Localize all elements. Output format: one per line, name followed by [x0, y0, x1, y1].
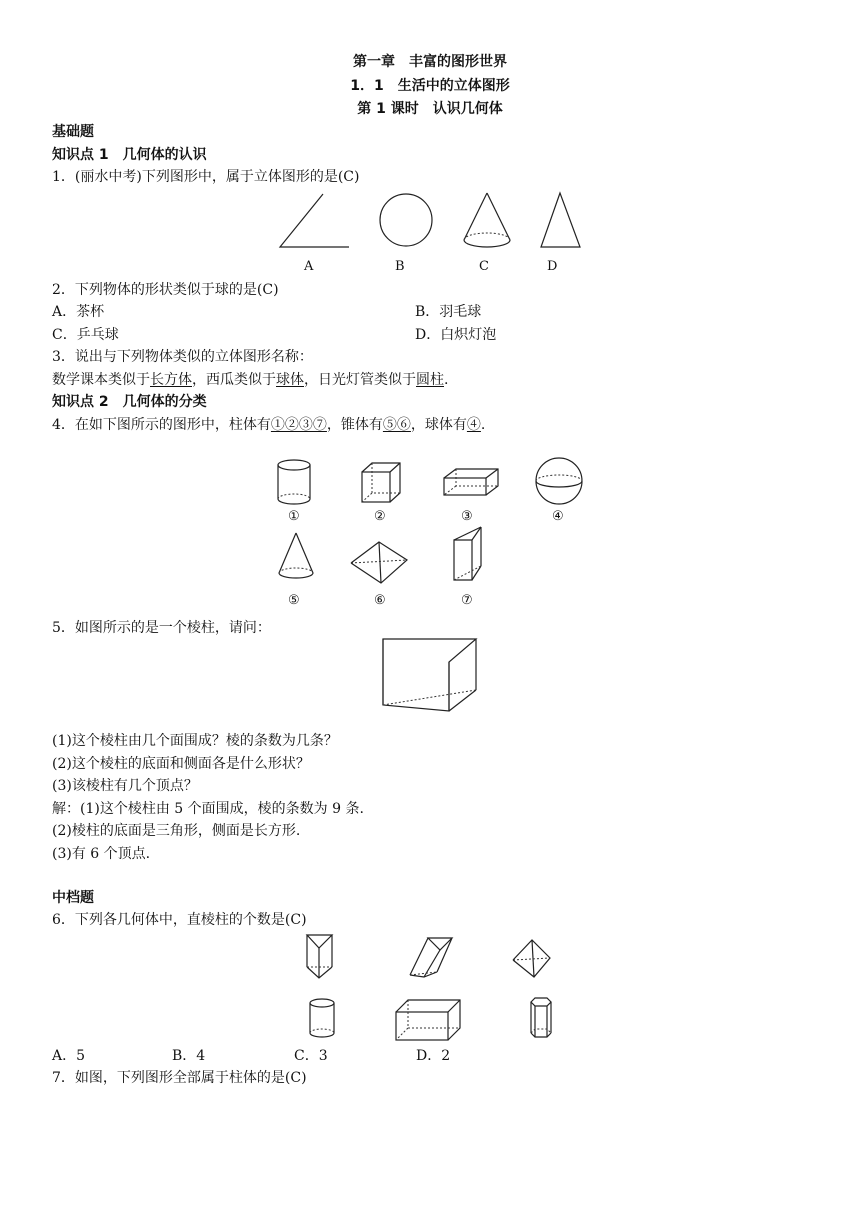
q5-sub-2: (2)这个棱柱的底面和侧面各是什么形状？ — [52, 756, 310, 772]
q4-label-6: ⑥ — [374, 593, 386, 608]
q1-label-b: B — [395, 259, 405, 274]
q5-answer-2: (2)棱柱的底面是三角形，侧面是长方形. — [52, 823, 301, 839]
q2-option-b: B．羽毛球 — [415, 304, 482, 320]
q1-label-a: A — [304, 259, 314, 274]
q4-label-5: ⑤ — [288, 593, 300, 608]
question-7-stem: 7．如图，下列图形全部属于柱体的是(C) — [52, 1070, 307, 1086]
q6-option-a: A．5 — [52, 1048, 86, 1064]
lesson-title: 第 1 课时 认识几何体 — [357, 101, 503, 117]
question-2-stem: 2．下列物体的形状类似于球的是(C) — [52, 282, 279, 298]
q3-text-1: 数学课本类似于 — [52, 372, 150, 388]
q3-answer-1: 长方体 — [150, 372, 192, 388]
q5-answer-3: (3)有 6 个顶点. — [52, 846, 151, 862]
question-3-stem: 3．说出与下列物体类似的立体图形名称： — [52, 349, 313, 365]
triangular-prism-figure — [307, 935, 332, 978]
hexagonal-prism-figure — [531, 998, 551, 1037]
q4-text-2: ，锥体有 — [326, 417, 383, 433]
pyramid-figure — [513, 940, 550, 977]
q3-text-3: ，日光灯管类似于 — [304, 372, 416, 388]
q3-text-2: ，西瓜类似于 — [192, 372, 276, 388]
q4-text-4: . — [480, 417, 486, 433]
q4-label-7: ⑦ — [461, 593, 473, 608]
q4-answer-3: ④ — [466, 417, 481, 433]
section-title: 1．1 生活中的立体图形 — [350, 78, 510, 94]
q4-answer-2: ⑤⑥ — [382, 417, 411, 433]
q6-option-b: B．4 — [172, 1048, 206, 1064]
q2-option-c: C．乒乓球 — [52, 327, 119, 343]
q1-label-c: C — [479, 259, 489, 274]
question-6-stem: 6．下列各几何体中，直棱柱的个数是(C) — [52, 912, 307, 928]
q5-sub-1: (1)这个棱柱由几个面围成？棱的条数为几条？ — [52, 733, 338, 749]
q4-answer-1: ①②③⑦ — [270, 417, 327, 433]
q4-text-1: 4．在如下图所示的图形中，柱体有 — [52, 417, 271, 433]
q4-label-2: ② — [374, 509, 386, 524]
knowledge-point-2: 知识点 2 几何体的分类 — [52, 394, 207, 410]
q3-answer-3: 圆柱 — [416, 372, 444, 388]
knowledge-point-1: 知识点 1 几何体的认识 — [52, 147, 207, 163]
q6-option-d: D．2 — [416, 1048, 451, 1064]
q5-sub-3: (3)该棱柱有几个顶点？ — [52, 778, 198, 794]
q1-label-d: D — [547, 259, 558, 274]
question-1-stem: 1．(丽水中考)下列图形中，属于立体图形的是(C) — [52, 169, 360, 185]
cylinder-figure — [310, 999, 334, 1037]
q2-option-d: D．白炽灯泡 — [415, 327, 497, 343]
q2-option-a: A．茶杯 — [52, 304, 105, 320]
cuboid-figure — [396, 1000, 460, 1040]
q4-label-1: ① — [288, 509, 300, 524]
basic-heading: 基础题 — [52, 124, 94, 140]
middle-heading: 中档题 — [52, 890, 94, 906]
q4-label-3: ③ — [461, 509, 473, 524]
q6-option-c: C．3 — [294, 1048, 328, 1064]
q3-answer-2: 球体 — [276, 372, 304, 388]
question-5-stem: 5．如图所示的是一个棱柱，请问： — [52, 620, 271, 636]
q4-label-4: ④ — [552, 509, 564, 524]
q4-text-3: ，球体有 — [410, 417, 467, 433]
q3-text-4: . — [444, 372, 449, 388]
q5-answer-1: 解：(1)这个棱柱由 5 个面围成，棱的条数为 9 条. — [52, 801, 364, 817]
oblique-prism-figure — [410, 938, 452, 977]
chapter-title: 第一章 丰富的图形世界 — [353, 54, 507, 70]
